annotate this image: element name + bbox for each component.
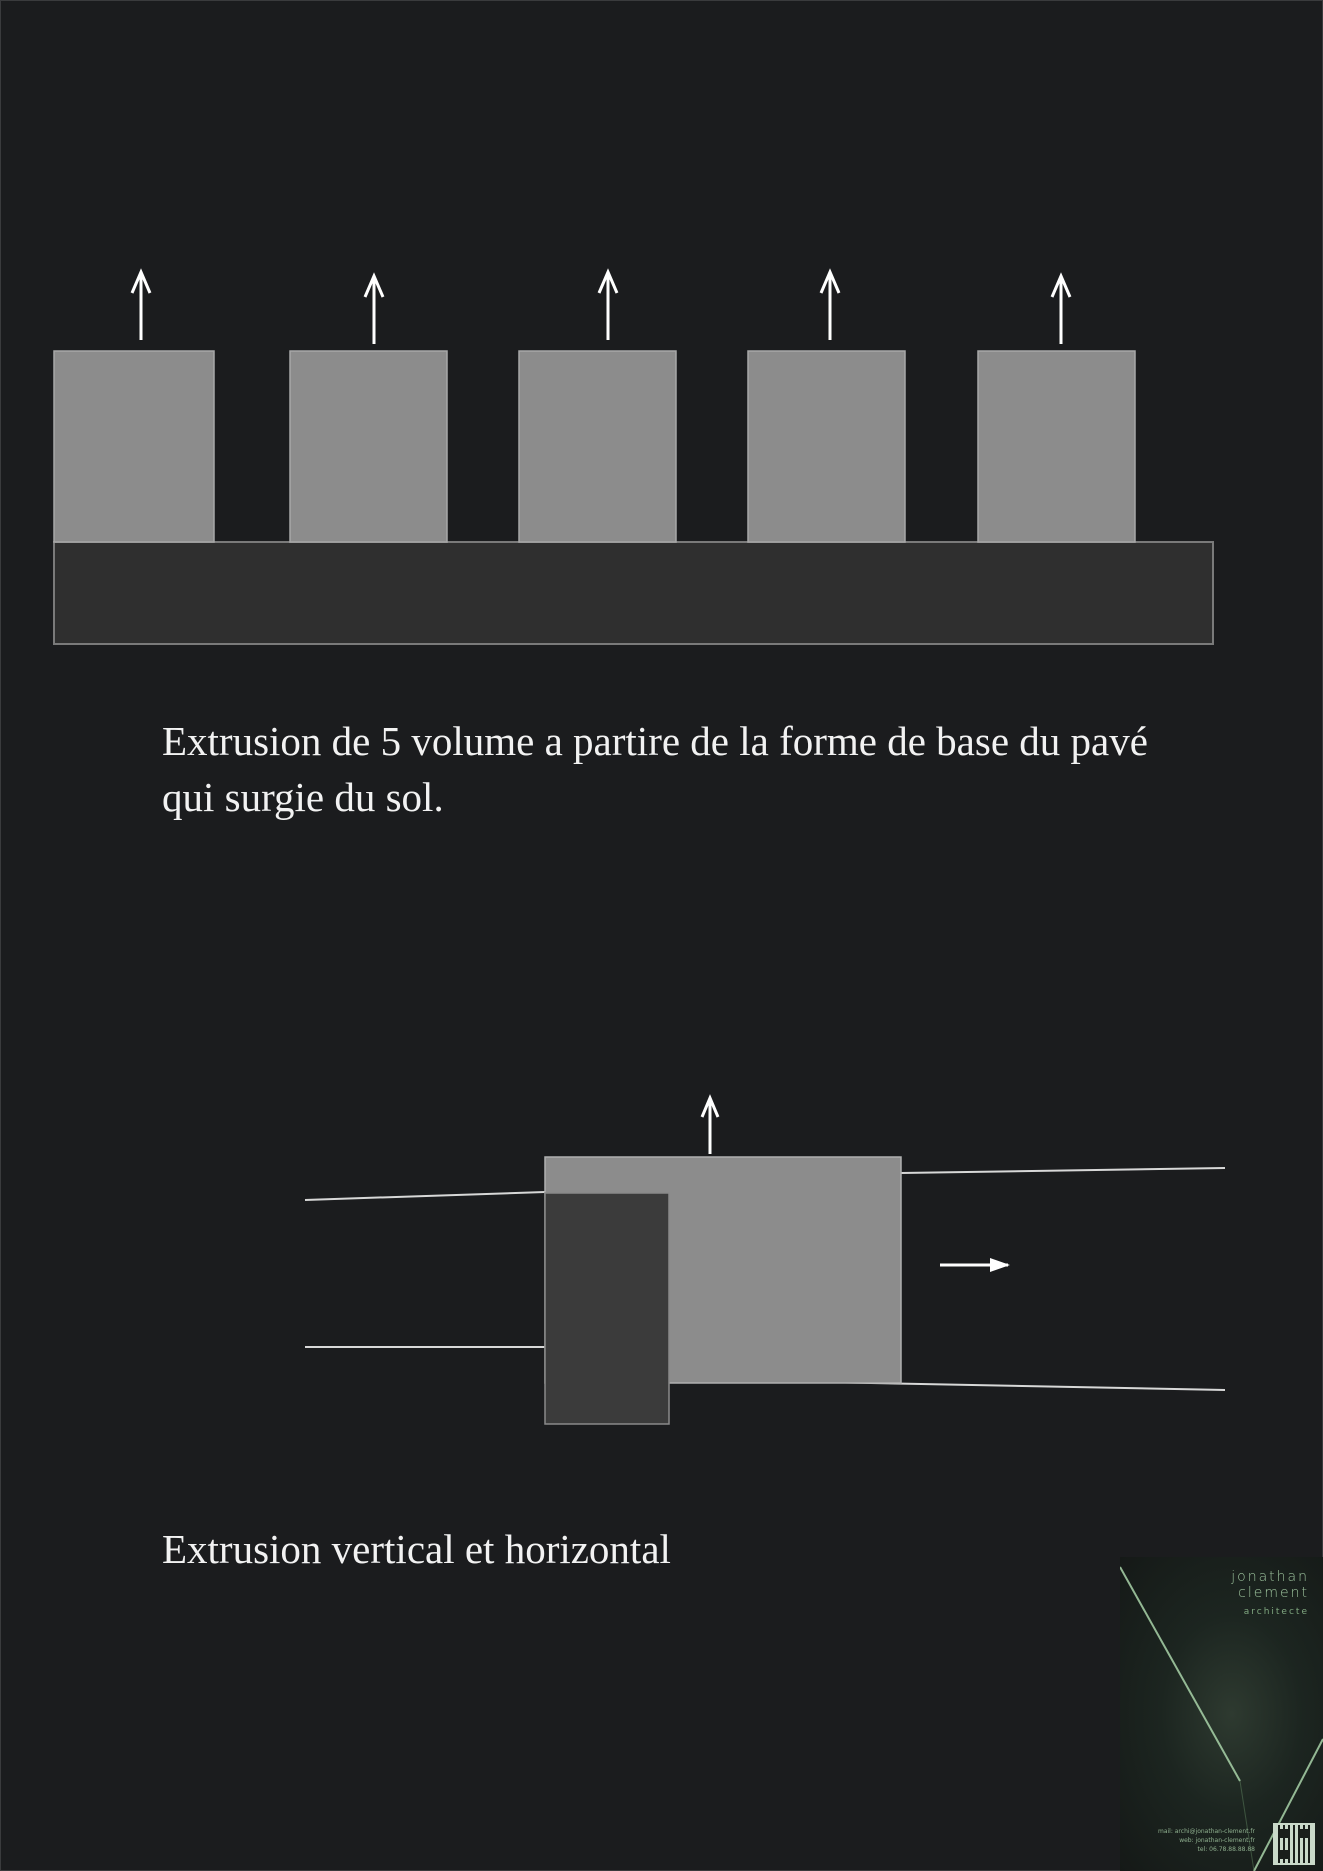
architect-last-name: clement	[1238, 1585, 1309, 1601]
diagram-vertical-horizontal	[305, 1098, 1225, 1424]
architect-role: architecte	[1243, 1607, 1309, 1617]
horizontal-extrusion-arrow-head	[990, 1258, 1010, 1272]
original-block	[545, 1193, 669, 1424]
guide-line-upper-right	[901, 1168, 1225, 1173]
volume-4	[748, 351, 905, 542]
contact-mail: mail: archi@jonathan-clement.fr	[1157, 1828, 1255, 1835]
contact-details	[1158, 1827, 1255, 1854]
caption-five-volumes: Extrusion de 5 volume a partire de la forme de base du pavé qui surgie du sol.	[162, 718, 1148, 820]
volume-2	[290, 351, 447, 542]
volume-3	[519, 351, 676, 542]
ground-slab	[54, 542, 1213, 644]
architect-business-card	[1120, 1557, 1323, 1871]
contact-web: web: jonathan-clement.fr	[1179, 1837, 1255, 1844]
architect-first-name: jonathan	[1231, 1569, 1309, 1585]
architect-name	[1231, 1569, 1309, 1601]
volume-1	[54, 351, 214, 542]
diagram-five-volumes	[54, 272, 1213, 644]
caption-vertical-horizontal: Extrusion vertical et horizontal	[162, 1526, 671, 1572]
contact-tel: tel: 06.78.88.88.88	[1197, 1846, 1255, 1853]
guide-line-upper-left	[305, 1192, 545, 1200]
volume-5	[978, 351, 1135, 542]
qr-code-icon	[1273, 1823, 1315, 1865]
